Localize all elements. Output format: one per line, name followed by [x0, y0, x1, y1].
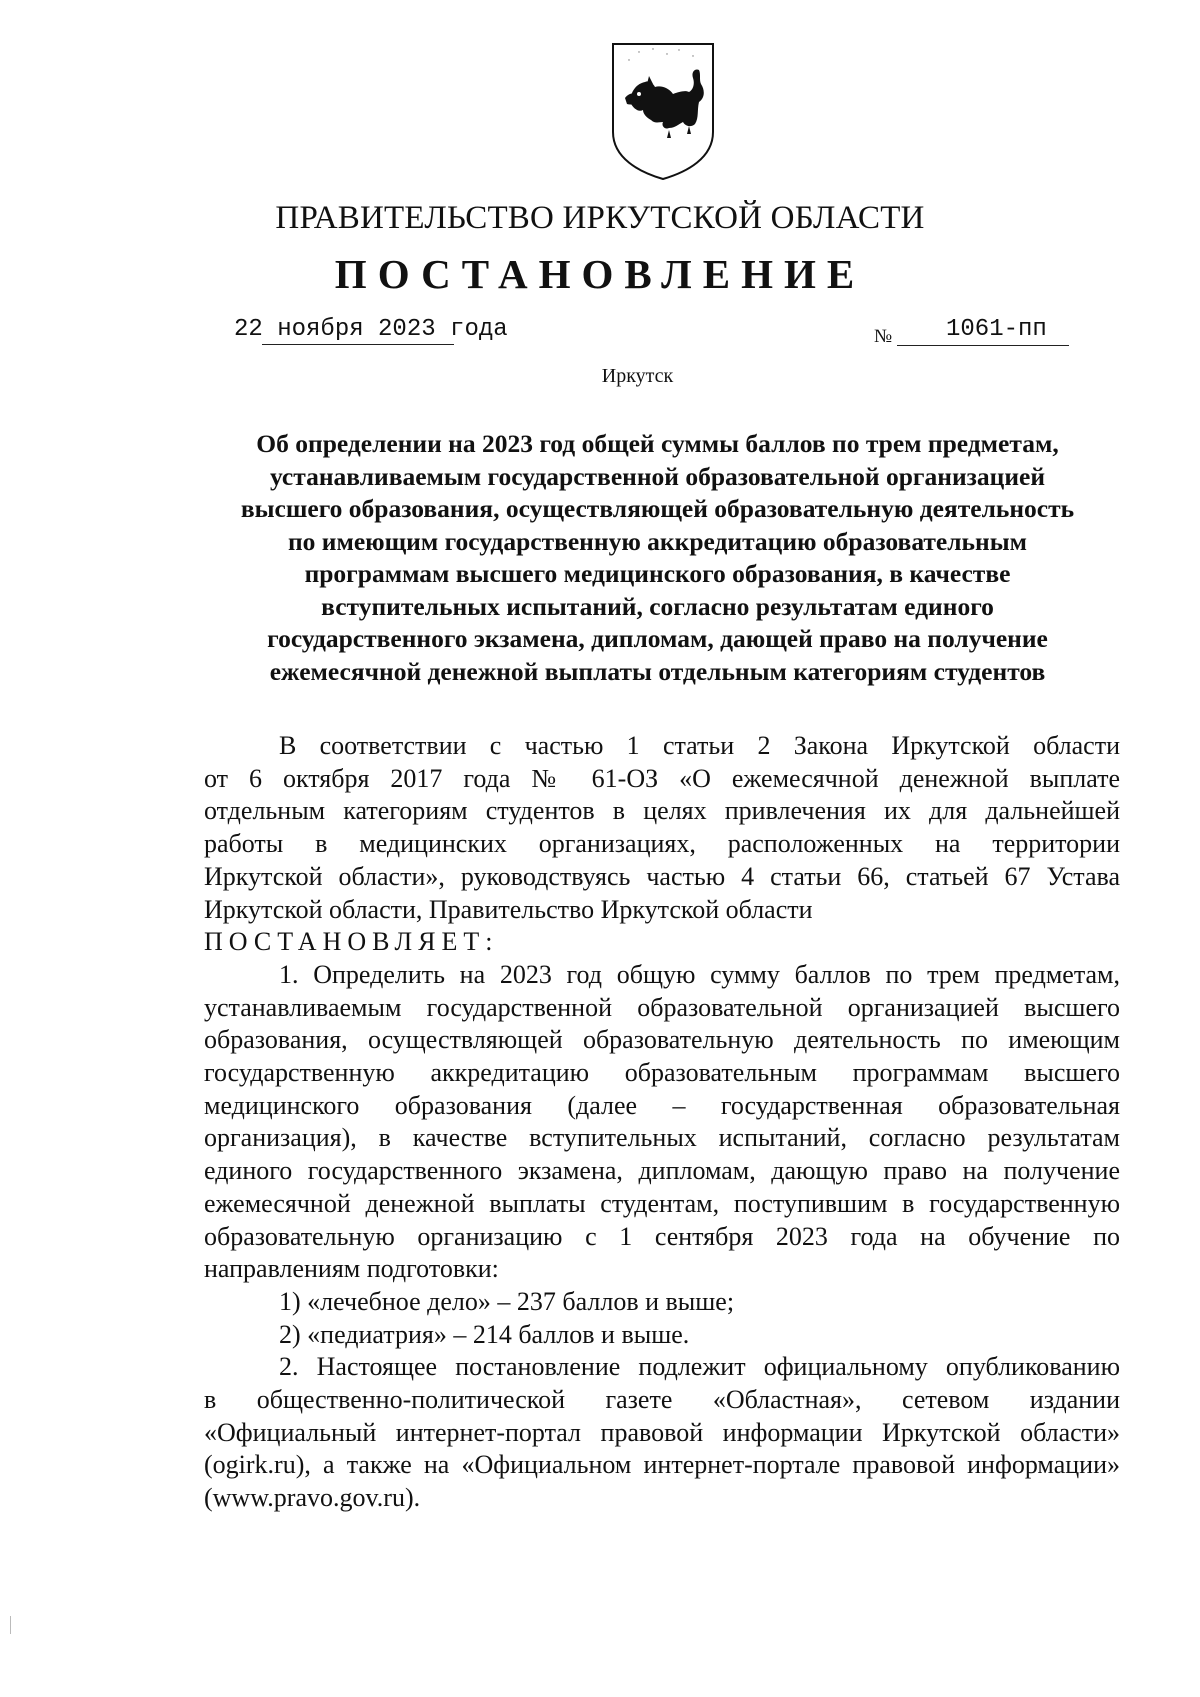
resolves-label: ПОСТАНОВЛЯЕТ: [204, 927, 499, 957]
title-line: Об определении на 2023 год общей суммы баллов по трем предметам, [256, 429, 1059, 458]
item2-line: «Официальный интернет-портал правовой информации Иркутской области» [204, 1417, 1120, 1447]
item1-line: организация), в качестве вступительных испытаний, согласно результатам [204, 1123, 1120, 1153]
document-body [204, 730, 1120, 1515]
number-sign: № [874, 326, 893, 347]
preamble-line: В соответствии с частью 1 статьи 2 Закона Иркутской области [279, 731, 1120, 760]
item2-line: (www.pravo.gov.ru). [204, 1483, 421, 1513]
item1-line: образования, осуществляющей образовательную деятельность по имеющим [204, 1025, 1120, 1055]
item1-line: устанавливаемым государственной образовательной организацией высшего [204, 992, 1120, 1022]
preamble-line: работы в медицинских организациях, расположенных на территории [204, 829, 1120, 859]
preamble-line: Иркутской области», руководствуясь частью 4 статьи 66, статьей 67 Устава [204, 861, 1120, 891]
item2-line: 2. Настоящее постановление подлежит официальному опубликованию [279, 1352, 1120, 1382]
preamble-line: от 6 октября 2017 года № 61-ОЗ «О ежемесячной денежной выплате [204, 763, 1120, 793]
title-line: ежемесячной денежной выплаты отдельным категориям студентов [269, 656, 1046, 686]
title-line: вступительных испытаний, согласно результатам единого [321, 591, 994, 621]
document-date: 22 ноября 2023 года [234, 316, 508, 343]
preamble-line: Иркутской области, Правительство Иркутской области [204, 894, 813, 924]
document-number: 1061-пп [946, 316, 1047, 343]
item1-line: медицинского образования (далее – государственная образовательная [204, 1090, 1120, 1120]
item1-line: единого государственного экзамена, дипломам, дающую право на получение [204, 1156, 1120, 1186]
document-title [205, 428, 1110, 688]
item1-line: направлениям подготовки: [204, 1254, 499, 1284]
number-underline [897, 345, 1069, 346]
date-underline [262, 344, 454, 345]
sub-item-1: 1) «лечебное дело» – 237 баллов и выше; [279, 1286, 735, 1316]
scan-margin-mark [10, 1616, 11, 1634]
sub-item-2: 2) «педиатрия» – 214 баллов и выше. [279, 1319, 690, 1349]
document-type-title: ПОСТАНОВЛЕНИЕ [334, 251, 866, 297]
document-city: Иркутск [601, 365, 674, 387]
title-line: по имеющим государственную аккредитацию образовательным [287, 526, 1028, 556]
item1-line: государственную аккредитацию образовательным программам высшего [204, 1058, 1120, 1088]
organization-name: ПРАВИТЕЛЬСТВО ИРКУТСКОЙ ОБЛАСТИ [275, 200, 925, 236]
preamble-line: отдельным категориям студентов в целях привлечения их для дальнейшей [204, 796, 1120, 826]
item1-line: 1. Определить на 2023 год общую сумму баллов по трем предметам, [279, 959, 1120, 989]
item1-line: образовательную организацию с 1 сентября 2023 года на обучение по [204, 1221, 1120, 1251]
title-line: программам высшего медицинского образования, в качестве [304, 559, 1011, 588]
coat-of-arms-icon [609, 40, 717, 182]
title-line: устанавливаемым государственной образовательной организацией [269, 461, 1046, 491]
title-line: государственного экзамена, дипломам, дающей право на получение [267, 624, 1048, 653]
item2-line: в общественно-политической газете «Областная», сетевом издании [204, 1385, 1120, 1415]
title-line: высшего образования, осуществляющей образовательную деятельность [240, 494, 1075, 523]
item2-line: (ogirk.ru), а также на «Официальном интернет-портале правовой информации» [204, 1450, 1120, 1480]
item1-line: ежемесячной денежной выплаты студентам, поступившим в государственную [204, 1188, 1120, 1218]
